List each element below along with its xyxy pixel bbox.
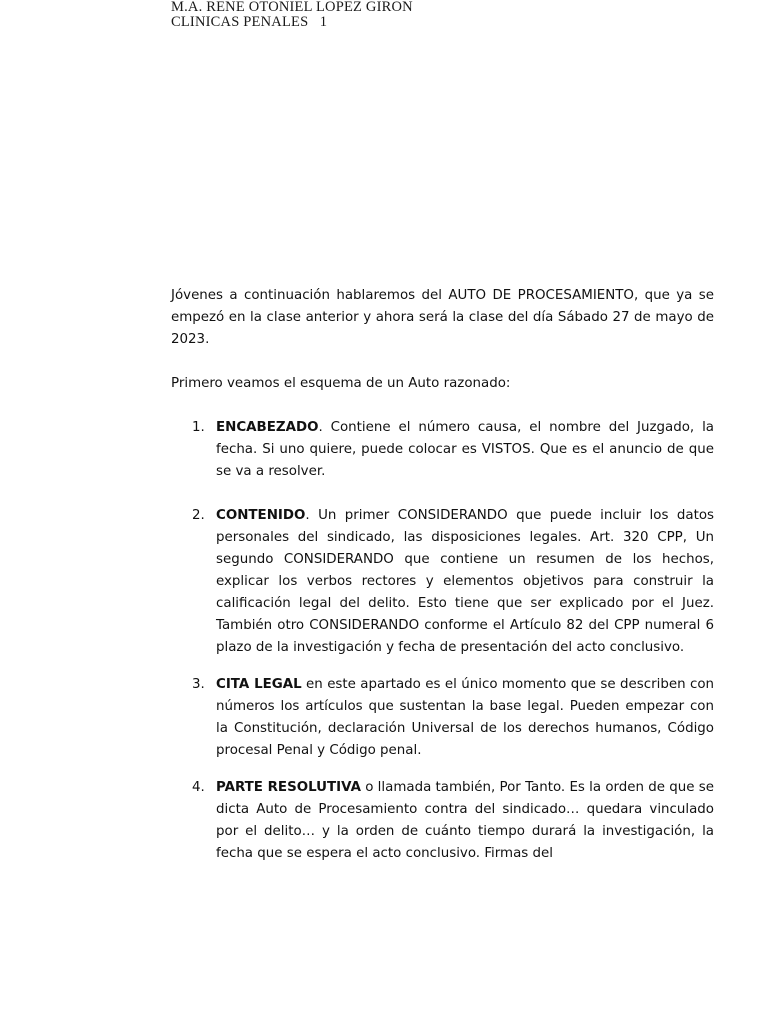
scheme-list bbox=[171, 417, 714, 865]
list-item bbox=[171, 777, 714, 865]
list-item-number: 1. bbox=[192, 420, 205, 435]
page-header bbox=[171, 0, 413, 30]
list-item-number: 2. bbox=[192, 508, 205, 523]
list-item bbox=[171, 674, 714, 762]
intro-paragraph: Jóvenes a continuación hablaremos del AUTO DE PROCESAMIENTO, que ya se empezó en la clase anterior y ahora será la clase del día Sábado 27 de mayo de 2023. bbox=[171, 288, 714, 347]
list-item-text: . Contiene el número causa, el nombre del Juzgado, la fecha. Si uno quiere, puede colocar es VISTOS. Que es el anuncio de que se va a resolver. bbox=[216, 420, 714, 479]
list-item-number: 4. bbox=[192, 780, 205, 795]
list-item-title: PARTE RESOLUTIVA bbox=[216, 780, 361, 795]
list-item-title: CITA LEGAL bbox=[216, 677, 302, 692]
list-item-text: o llamada también, Por Tanto. Es la orden de que se dicta Auto de Procesamiento contra del sindicado… quedara vinculado por el delito… y la orden de cuánto tiempo durará la investigación, la fecha que se espera el acto conclusivo. Firmas del bbox=[216, 780, 715, 861]
list-item-text: . Un primer CONSIDERANDO que puede incluir los datos personales del sindicado, las disposiciones legales. Art. 320 CPP, Un segundo CONSIDERANDO que contiene un resumen de los hechos, explicar los verbos rectores y elementos objetivos para construir la calificación legal del delito. Esto tiene que ser explicado por el Juez. También otro CONSIDERANDO conforme el Artículo 82 del CPP numeral 6 plazo de la investigación y fecha de presentación del acto conclusivo. bbox=[216, 508, 714, 655]
course-line: CLINICAS PENALES 1 bbox=[171, 14, 328, 30]
author-line: M.A. RENE OTONIEL LOPEZ GIRON bbox=[171, 0, 413, 15]
lead-paragraph: Primero veamos el esquema de un Auto razonado: bbox=[171, 376, 511, 391]
document-body bbox=[171, 285, 714, 865]
list-item-text: en este apartado es el único momento que se describen con números los artículos que sustentan la base legal. Pueden empezar con la Constitución, declaración Universal de los derechos humanos, Código procesal Penal y Código penal. bbox=[216, 677, 714, 758]
list-item-title: CONTENIDO bbox=[216, 508, 306, 523]
list-item-number: 3. bbox=[192, 677, 205, 692]
list-item bbox=[171, 417, 714, 483]
list-item-title: ENCABEZADO bbox=[216, 420, 319, 435]
list-item bbox=[171, 505, 714, 659]
